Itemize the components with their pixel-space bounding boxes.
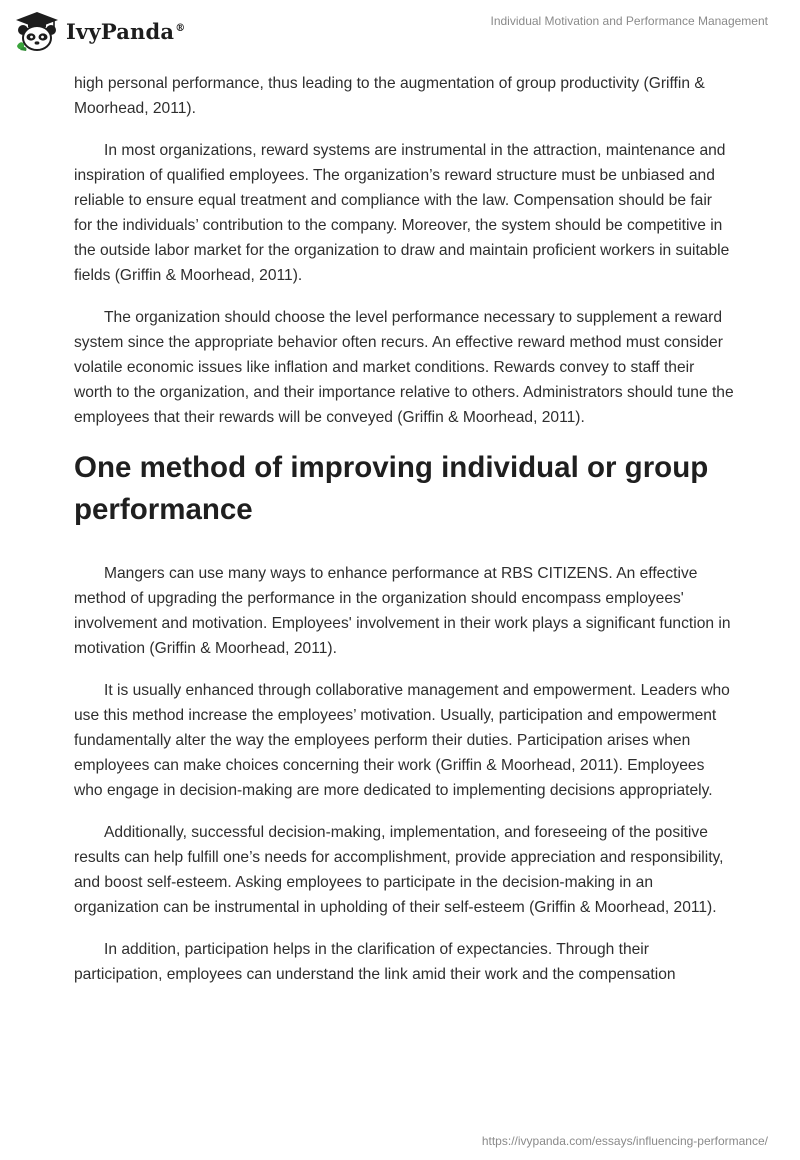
page-header xyxy=(0,0,800,62)
section-heading: One method of improving individual or group performance xyxy=(74,451,709,526)
source-url[interactable]: https://ivypanda.com/essays/influencing-performance/ xyxy=(481,1134,768,1148)
paragraph: In most organizations, reward systems are instrumental in the attraction, maintenance and inspiration of qualified employees. The organization’s reward structure must be unbiased and reliable to ensure equal treatment and compliance with the law. Compensation should be fair for the individuals’ contribution to the company. Moreover, the system should be competitive in the outside labor market for the organization to draw and maintain proficient workers in suitable fields (Griffin & Moorhead, 2011). xyxy=(74,142,730,284)
paragraph: It is usually enhanced through collaborative management and empowerment. Leaders who use this method increase the employees’ motivation. Usually, participation and empowerment fundamentally alter the way the employees perform their duties. Participation arises when employees can make choices concerning their work (Griffin & Moorhead, 2011). Employees who engage in decision-making are more dedicated to implementing decisions appropriately. xyxy=(74,682,730,799)
document-title: Individual Motivation and Performance Management xyxy=(490,14,768,28)
registered-mark: ® xyxy=(175,22,186,34)
essay-content xyxy=(74,71,734,1004)
paragraph: Mangers can use many ways to enhance performance at RBS CITIZENS. An effective method of upgrading the performance in the organization should encompass employees' involvement and motivation. Employees' involvement in their work plays a significant function in motivation (Griffin & Moorhead, 2011). xyxy=(74,565,731,657)
paragraph: In addition, participation helps in the clarification of expectancies. Through their participation, employees can understand the link amid their work and the compensation xyxy=(74,941,676,983)
paragraph: Additionally, successful decision-making, implementation, and foreseeing of the positive results can help fulfill one’s needs for accomplishment, provide appreciation and responsibility, and boost self-esteem. Asking employees to participate in the decision-making in an organization can be instrumental in upholding of their self-esteem (Griffin & Moorhead, 2011). xyxy=(74,824,724,916)
brand-name: IvyPanda® xyxy=(66,18,186,44)
panda-graduate-icon xyxy=(14,10,60,52)
paragraph: high personal performance, thus leading to the augmentation of group productivity (Griffin & Moorhead, 2011). xyxy=(74,75,705,117)
ivypanda-logo[interactable] xyxy=(14,10,185,52)
paragraph: The organization should choose the level performance necessary to supplement a reward system since the appropriate behavior often recurs. An effective reward method must consider volatile economic issues like inflation and market conditions. Rewards convey to staff their worth to the organization, and their importance relative to others. Administrators should tune the employees that their rewards will be conveyed (Griffin & Moorhead, 2011). xyxy=(74,309,734,426)
